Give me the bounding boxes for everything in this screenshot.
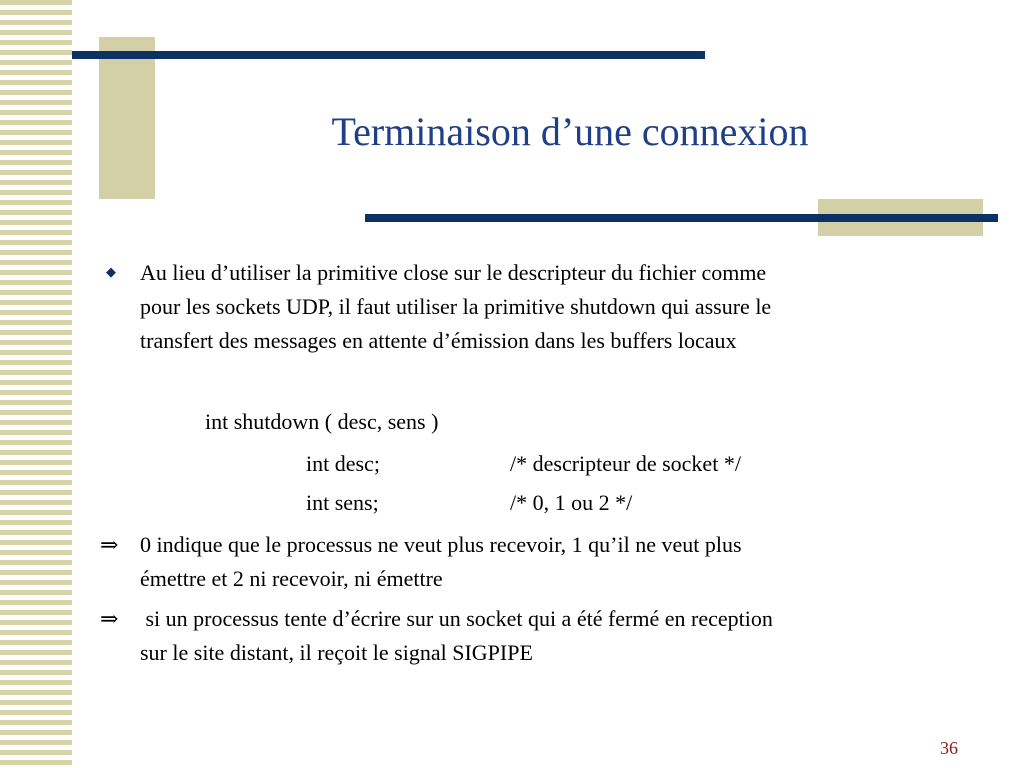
arrow1-line-2: émettre et 2 ni recevoir, ni émettre — [140, 566, 443, 591]
code-comment-sens: /* 0, 1 ou 2 */ — [510, 490, 633, 515]
arrow2-line-1: si un processus tente d’écrire sur un socket qui a été fermé en reception — [140, 606, 773, 631]
implies-arrow-icon: ⇒ — [100, 532, 119, 557]
code-comment-desc: /* descripteur de socket */ — [510, 451, 741, 476]
arrow1-line-1: 0 indique que le processus ne veut plus recevoir, 1 qu’il ne veut plus — [140, 532, 742, 557]
code-signature: int shutdown ( desc, sens ) — [205, 409, 439, 434]
page-number: 36 — [940, 738, 958, 758]
bullet-line-1: Au lieu d’utiliser la primitive close sur le descripteur du fichier comme — [140, 260, 767, 285]
bullet-line-2: pour les sockets UDP, il faut utiliser la primitive shutdown qui assure le — [140, 294, 772, 319]
arrow2-line-2: sur le site distant, il reçoit le signal SIGPIPE — [140, 640, 533, 665]
decorative-block-top — [99, 37, 155, 199]
implies-arrow-icon: ⇒ — [100, 606, 119, 631]
code-arg-desc: int desc; — [306, 451, 380, 476]
slide-title: Terminaison d’une connexion — [331, 109, 809, 154]
decorative-stripes — [0, 0, 72, 768]
decorative-bar-middle — [365, 214, 998, 222]
diamond-bullet-icon: ◆ — [106, 264, 116, 279]
code-arg-sens: int sens; — [306, 490, 379, 515]
decorative-bar-top — [72, 51, 705, 59]
bullet-line-3: transfert des messages en attente d’émission dans les buffers locaux — [140, 328, 737, 353]
